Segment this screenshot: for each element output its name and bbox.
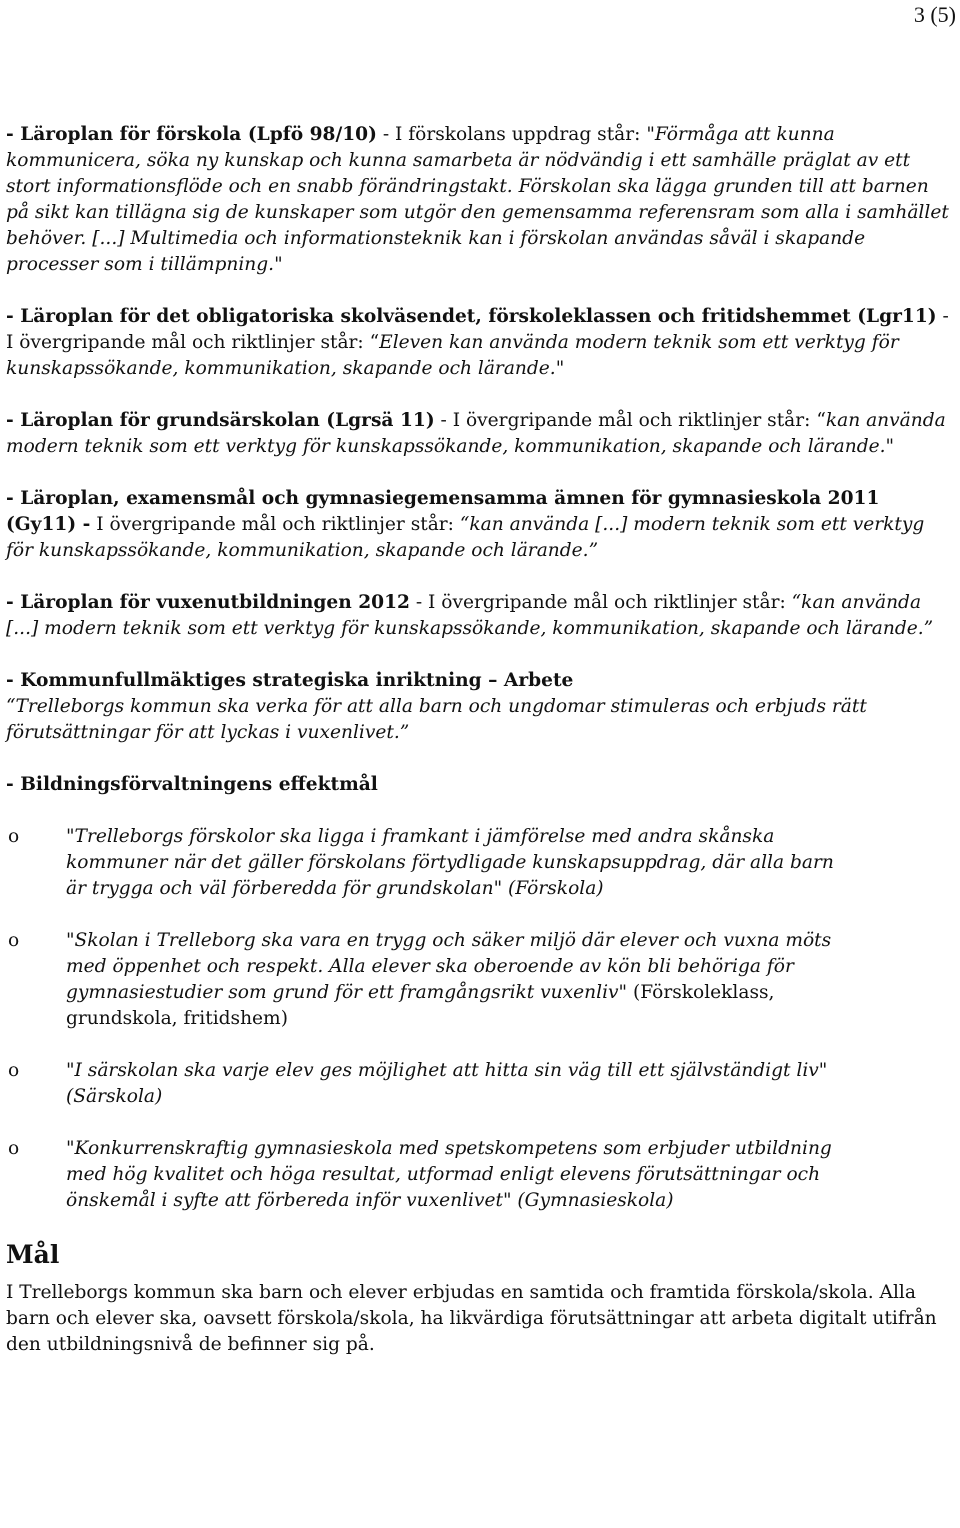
effektmal-rest: (Förskoleklass, grundskola, fritidshem)	[66, 982, 775, 1029]
list-item	[6, 1136, 846, 1214]
section-lgr11	[6, 304, 954, 382]
section-intro: - I övergripande mål och riktlinjer står: “	[434, 410, 826, 431]
section-vux2012	[6, 590, 954, 642]
section-kommunfullmaktige	[6, 668, 954, 746]
effektmal-heading-text: - Bildningsförvaltningens effektmål	[6, 774, 378, 795]
list-item	[6, 1058, 846, 1110]
section-quote: "Förmåga att kunna kommunicera, söka ny kunskap och kunna samarbeta är nödvändig i ett samhälle präglat av ett stort informationsflöde och en snabb förändringstakt. Förskolan ska lägga grunden till att barnen på sikt kan tillägna sig de kunskaper som utgör den gemensamma referensram som alla i samhället behöver. [...] Multimedia och informationsteknik kan i förskolan användas såväl i skapande processer som i tillämpning."	[6, 124, 949, 275]
section-gy11	[6, 486, 954, 564]
section-quote: Eleven kan använda modern teknik som ett verktyg för kunskapssökande, kommunikation, skapande och lärande."	[6, 332, 899, 379]
section-intro: I övergripande mål och riktlinjer står:	[90, 514, 460, 535]
effektmal-quote: "Skolan i Trelleborg ska vara en trygg och säker miljö där elever och vuxna möts med öppenhet och respekt. Alla elever ska oberoende av kön bli behöriga för gymnasiestudier som grund för ett framgångsrikt vuxenliv"	[66, 930, 832, 1003]
effektmal-heading	[6, 772, 954, 798]
page-number: 3 (5)	[913, 2, 956, 27]
bullet-icon: o	[8, 930, 20, 951]
bullet-icon: o	[8, 826, 20, 847]
bullet-icon: o	[8, 1138, 20, 1159]
mal-heading: Mål	[6, 1240, 60, 1269]
list-item	[6, 824, 846, 902]
effektmal-quote: "Trelleborgs förskolor ska ligga i framkant i jämförelse med andra skånska kommuner när det gäller förskolans förtydligade kunskapsuppdrag, där alla barn är trygga och väl förberedda för grundskolan" (Förskola)	[66, 826, 834, 899]
section-label: - Läroplan, examensmål och gymnasiegemensamma ämnen för gymnasieskola 2011 (Gy11) -	[6, 488, 880, 535]
section-quote: “Trelleborgs kommun ska verka för att alla barn och ungdomar stimuleras och erbjuds rätt förutsättningar för att lyckas i vuxenlivet.”	[6, 696, 867, 743]
section-intro: - I övergripande mål och riktlinjer står: “	[6, 306, 949, 353]
section-label: - Läroplan för det obligatoriska skolväsendet, förskoleklassen och fritidshemmet (Lgr11)	[6, 306, 937, 327]
effektmal-list	[6, 824, 954, 1214]
document-body	[6, 122, 954, 1358]
section-quote: kan använda modern teknik som ett verktyg för kunskapssökande, kommunikation, skapande och lärande."	[6, 410, 946, 457]
effektmal-quote: "Konkurrenskraftig gymnasieskola med spetskompetens som erbjuder utbildning med hög kvalitet och höga resultat, utformad enligt elevens förutsättningar och önskemål i syfte att förbereda inför vuxenlivet" (Gymnasieskola)	[66, 1138, 832, 1211]
section-quote: “kan använda [...] modern teknik som ett verktyg för kunskapssökande, kommunikation, skapande och lärande.”	[6, 514, 925, 561]
section-lgrsa11	[6, 408, 954, 460]
list-item	[6, 928, 846, 1032]
section-intro: - I förskolans uppdrag står:	[376, 124, 647, 145]
mal-text: I Trelleborgs kommun ska barn och elever erbjudas en samtida och framtida förskola/skola. Alla barn och elever ska, oavsett förskola/skola, ha likvärdiga förutsättningar att arbeta digitalt utifrån den utbildningsnivå de befinner sig på.	[6, 1282, 937, 1355]
section-label: - Kommunfullmäktiges strategiska inriktning – Arbete	[6, 670, 574, 691]
section-intro: - I övergripande mål och riktlinjer står:	[409, 592, 792, 613]
section-quote: “kan använda [...] modern teknik som ett verktyg för kunskapssökande, kommunikation, skapande och lärande.”	[6, 592, 934, 639]
section-label: - Läroplan för grundsärskolan (Lgrsä 11)	[6, 410, 435, 431]
section-label: - Läroplan för vuxenutbildningen 2012	[6, 592, 410, 613]
bullet-icon: o	[8, 1060, 20, 1081]
section-lpfo	[6, 122, 954, 278]
section-label: - Läroplan för förskola (Lpfö 98/10)	[6, 124, 377, 145]
effektmal-quote: "I särskolan ska varje elev ges möjlighet att hitta sin väg till ett självständigt liv" (Särskola)	[66, 1060, 828, 1107]
